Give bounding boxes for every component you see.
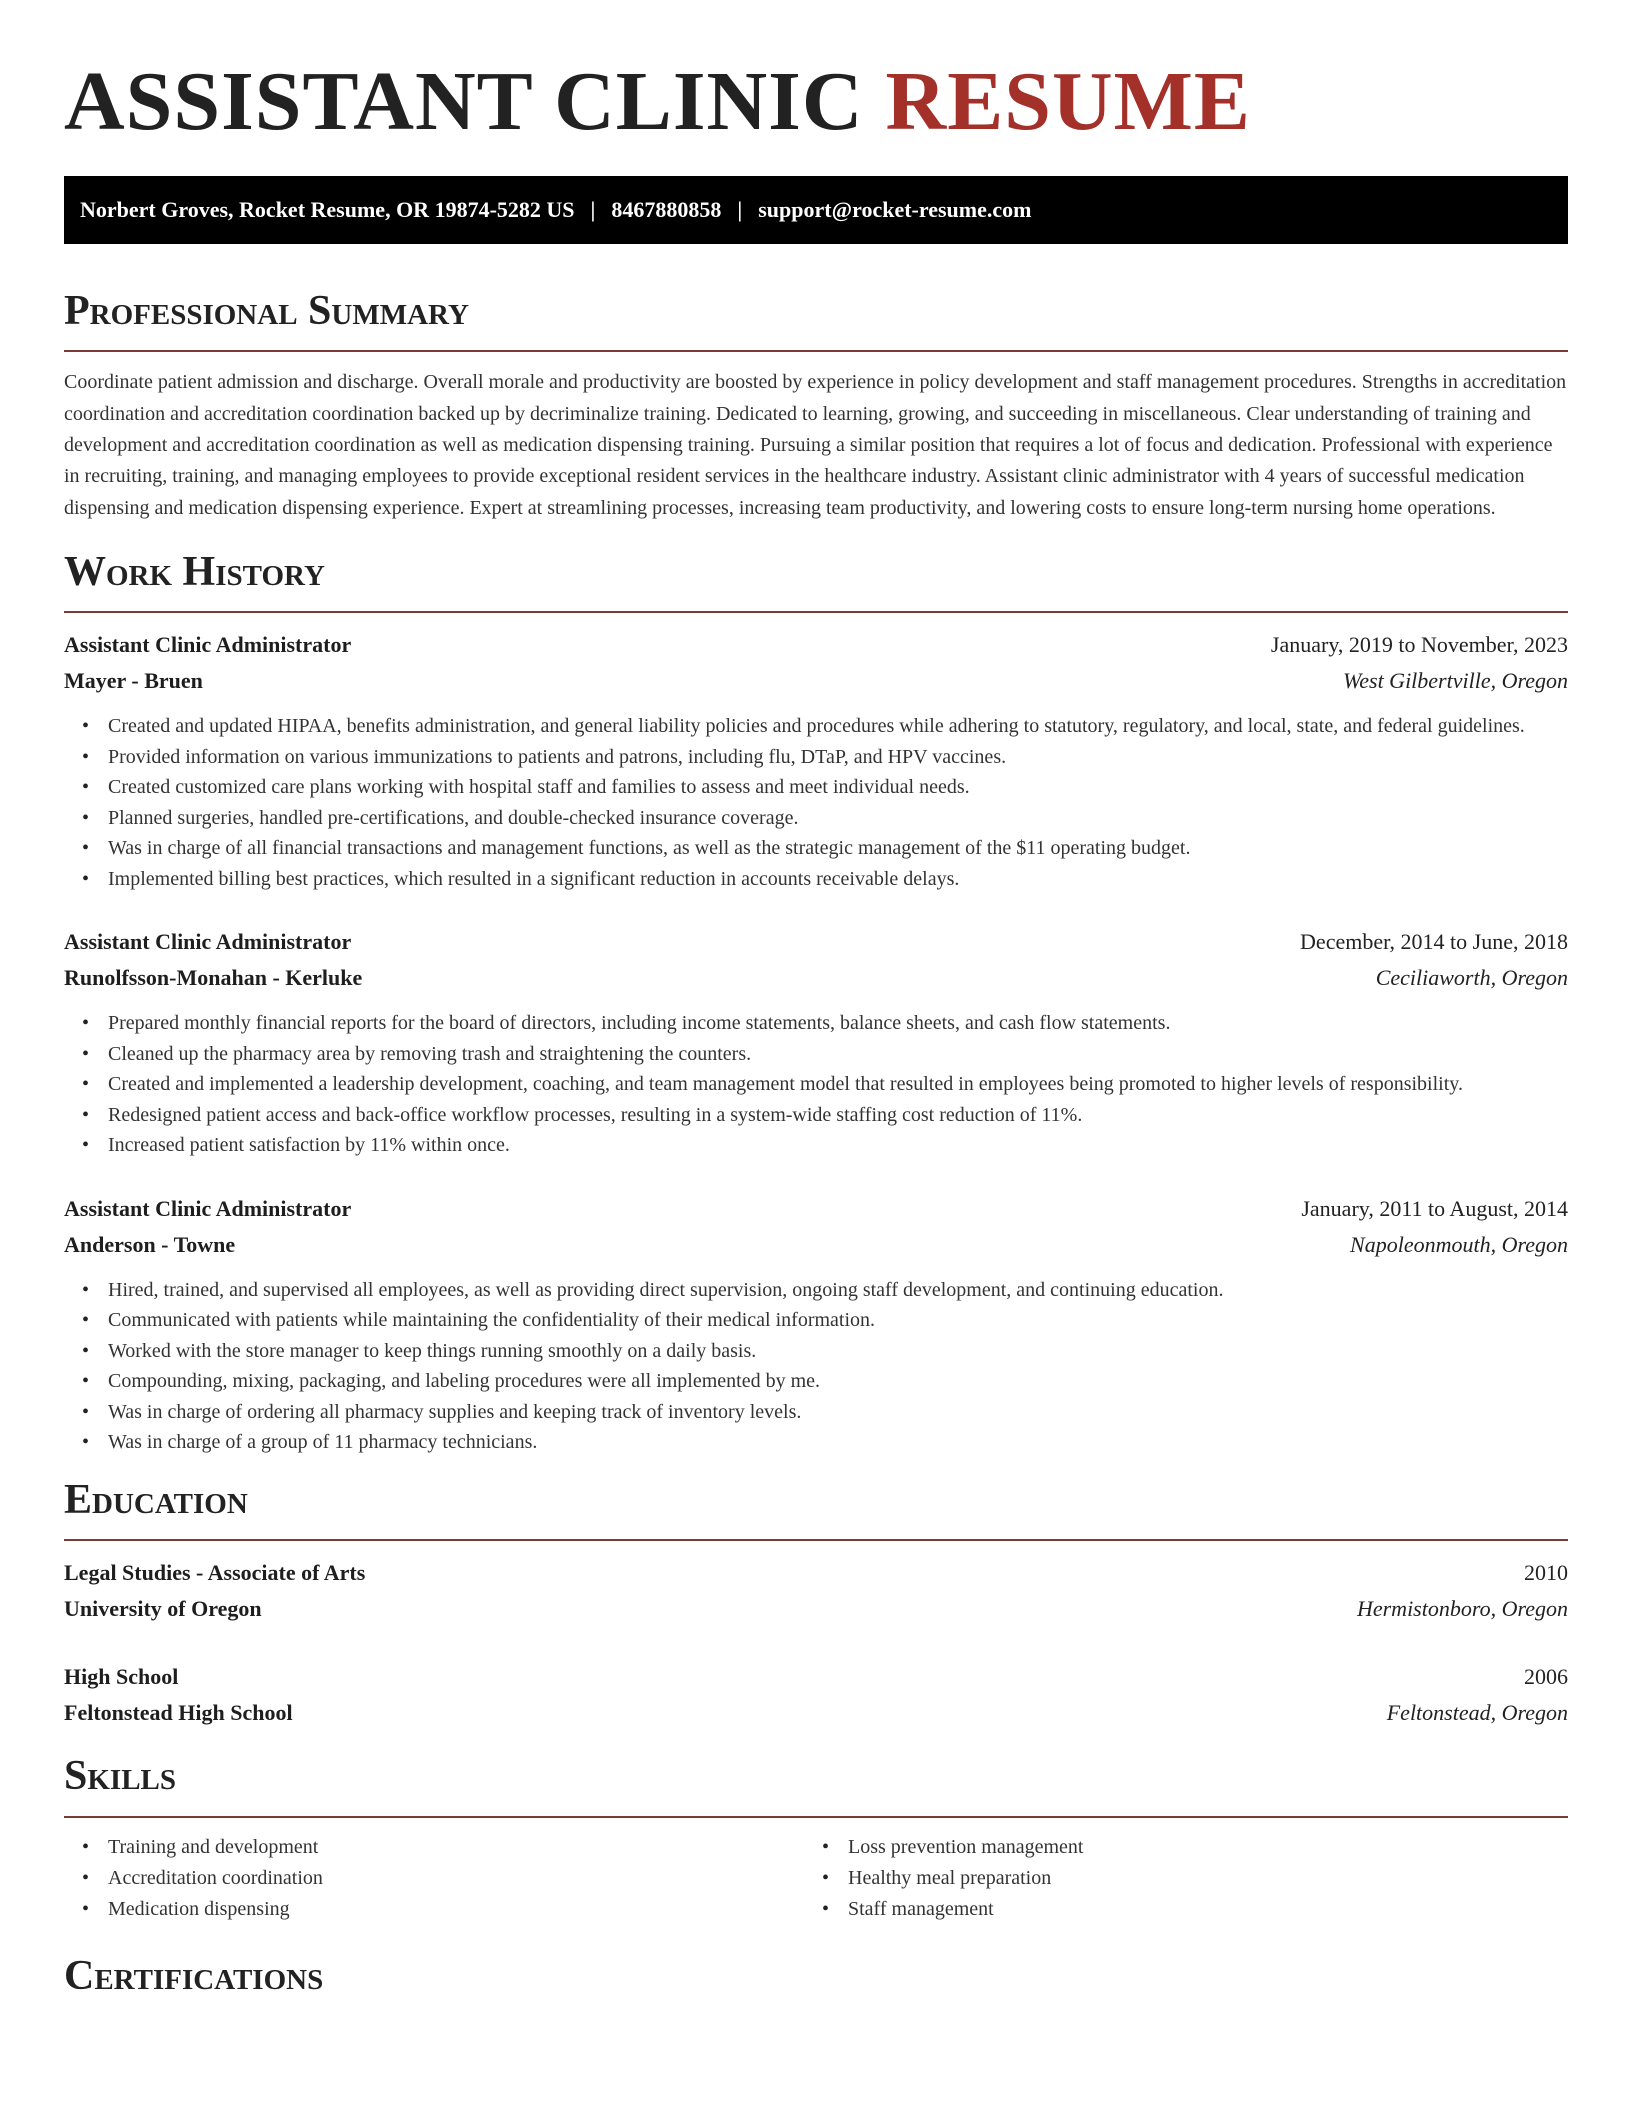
education-school: University of Oregon	[64, 1596, 262, 1622]
job-bullet: • Worked with the store manager to keep things running smoothly on a daily basis.	[108, 1336, 1568, 1367]
job-bullet: • Communicated with patients while maintaining the confidentiality of their medical information.	[108, 1305, 1568, 1336]
contact-phone[interactable]: 8467880858	[611, 197, 722, 222]
job-location: Napoleonmouth, Oregon	[1350, 1231, 1568, 1257]
job-bullet: • Created and updated HIPAA, benefits administration, and general liability policies and procedures while adhering to statutory, regulatory, and local, state, and federal guidelines.	[108, 711, 1568, 742]
skills-grid	[64, 1832, 1568, 1925]
job-header	[64, 924, 1568, 960]
section-heading-work: Work History	[64, 548, 325, 595]
section-divider	[64, 611, 1568, 613]
education-header	[64, 1659, 1568, 1695]
job-dates: December, 2014 to June, 2018	[1300, 929, 1568, 955]
skill-item: • Medication dispensing	[108, 1894, 804, 1925]
job-header	[64, 1191, 1568, 1227]
section-heading-education: Education	[64, 1476, 248, 1523]
education-year: 2010	[1524, 1560, 1568, 1586]
job-company: Anderson - Towne	[64, 1231, 236, 1257]
job-company: Mayer - Bruen	[64, 668, 203, 694]
job-location: Ceciliaworth, Oregon	[1375, 965, 1568, 991]
skill-item: • Staff management	[848, 1894, 1544, 1925]
certifications-section	[64, 1951, 1568, 2001]
job-bullet: • Increased patient satisfaction by 11% within once.	[108, 1130, 1568, 1161]
title-accent: RESUME	[885, 55, 1251, 148]
skill-item: • Accreditation coordination	[108, 1863, 804, 1894]
job-subheader	[64, 1227, 1568, 1263]
summary-section	[64, 286, 1568, 524]
job-bullet: • Was in charge of a group of 11 pharmacy technicians.	[108, 1427, 1568, 1458]
education-degree: High School	[64, 1664, 179, 1690]
skills-column-left	[64, 1832, 804, 1925]
job-bullet: • Cleaned up the pharmacy area by removing trash and straightening the counters.	[108, 1039, 1568, 1070]
job-bullet: • Was in charge of all financial transactions and management functions, as well as the strategic management of the $11 operating budget.	[108, 833, 1568, 864]
job-bullet: • Redesigned patient access and back-office workflow processes, resulting in a system-wide staffing cost reduction of 11%.	[108, 1100, 1568, 1131]
education-degree: Legal Studies - Associate of Arts	[64, 1560, 366, 1586]
contact-separator: |	[737, 197, 743, 222]
skills-column-right	[804, 1832, 1544, 1925]
education-header	[64, 1555, 1568, 1591]
job-bullet: • Was in charge of ordering all pharmacy supplies and keeping track of inventory levels.	[108, 1397, 1568, 1428]
education-subheader	[64, 1695, 1568, 1731]
skill-item: • Loss prevention management	[848, 1832, 1544, 1863]
job-bullets	[64, 1008, 1568, 1161]
contact-address: Norbert Groves, Rocket Resume, OR 19874-5282 US	[80, 197, 575, 222]
education-section	[64, 1475, 1568, 1731]
contact-separator: |	[590, 197, 596, 222]
job-subheader	[64, 960, 1568, 996]
job-bullet: • Hired, trained, and supervised all employees, as well as providing direct supervision, ongoing staff development, and continuing education.	[108, 1275, 1568, 1306]
title-main: ASSISTANT CLINIC	[64, 55, 864, 148]
section-divider	[64, 1816, 1568, 1818]
education-location: Hermistonboro, Oregon	[1356, 1596, 1568, 1622]
job-title: Assistant Clinic Administrator	[64, 632, 352, 658]
job-entry	[64, 627, 1568, 894]
job-subheader	[64, 663, 1568, 699]
section-divider	[64, 350, 1568, 352]
skill-item: • Healthy meal preparation	[848, 1863, 1544, 1894]
section-heading-certifications: Certifications	[64, 1952, 324, 1999]
job-bullet: • Created customized care plans working with hospital staff and families to assess and meet individual needs.	[108, 772, 1568, 803]
skills-section	[64, 1751, 1568, 1924]
job-entry	[64, 924, 1568, 1161]
section-heading-summary: Professional Summary	[64, 288, 469, 334]
job-bullets	[64, 711, 1568, 894]
job-company: Runolfsson-Monahan - Kerluke	[64, 965, 363, 991]
job-location: West Gilbertville, Oregon	[1342, 668, 1568, 694]
job-bullets	[64, 1275, 1568, 1458]
job-header	[64, 627, 1568, 663]
education-entry	[64, 1555, 1568, 1627]
contact-bar	[64, 176, 1568, 244]
summary-text: Coordinate patient admission and discharge. Overall morale and productivity are boosted by experience in policy development and staff management procedures. Strengths in accreditation coordination and accreditation coordination backed up by decriminalize training. Dedicated to learning, growing, and succeeding in miscellaneous. Clear understanding of training and development and accreditation coordination as well as medication dispensing training. Pursuing a similar position that requires a lot of focus and dedication. Professional with experience in recruiting, training, and managing employees to provide exceptional resident services in the healthcare industry. Assistant clinic administrator with 4 years of successful medication dispensing and medication dispensing experience. Expert at streamlining processes, increasing team productivity, and lowering costs to ensure long-term nursing home operations.	[64, 371, 1567, 519]
job-dates: January, 2011 to August, 2014	[1301, 1195, 1568, 1221]
job-dates: January, 2019 to November, 2023	[1270, 632, 1568, 658]
job-bullet: • Prepared monthly financial reports for the board of directors, including income statements, balance sheets, and cash flow statements.	[108, 1008, 1568, 1039]
job-bullet: • Compounding, mixing, packaging, and labeling procedures were all implemented by me.	[108, 1366, 1568, 1397]
skills-list	[64, 1832, 804, 1925]
education-subheader	[64, 1591, 1568, 1627]
contact-email[interactable]: support@rocket-resume.com	[758, 197, 1032, 222]
education-school: Feltonstead High School	[64, 1700, 293, 1726]
job-title: Assistant Clinic Administrator	[64, 1195, 352, 1221]
education-year: 2006	[1524, 1664, 1568, 1690]
section-divider	[64, 1539, 1568, 1541]
job-title: Assistant Clinic Administrator	[64, 929, 352, 955]
skill-item: • Training and development	[108, 1832, 804, 1863]
job-bullet: • Implemented billing best practices, which resulted in a significant reduction in accounts receivable delays.	[108, 864, 1568, 895]
section-heading-skills: Skills	[64, 1753, 177, 1800]
education-entry	[64, 1659, 1568, 1731]
skills-list	[804, 1832, 1544, 1925]
job-bullet: • Planned surgeries, handled pre-certifications, and double-checked insurance coverage.	[108, 803, 1568, 834]
job-entry	[64, 1191, 1568, 1458]
work-history-section	[64, 547, 1568, 1458]
education-location: Feltonstead, Oregon	[1386, 1700, 1568, 1726]
job-bullet: • Created and implemented a leadership development, coaching, and team management model that resulted in employees being promoted to higher levels of responsibility.	[108, 1069, 1568, 1100]
resume-title	[64, 0, 1568, 176]
job-bullet: • Provided information on various immunizations to patients and patrons, including flu, DTaP, and HPV vaccines.	[108, 742, 1568, 773]
